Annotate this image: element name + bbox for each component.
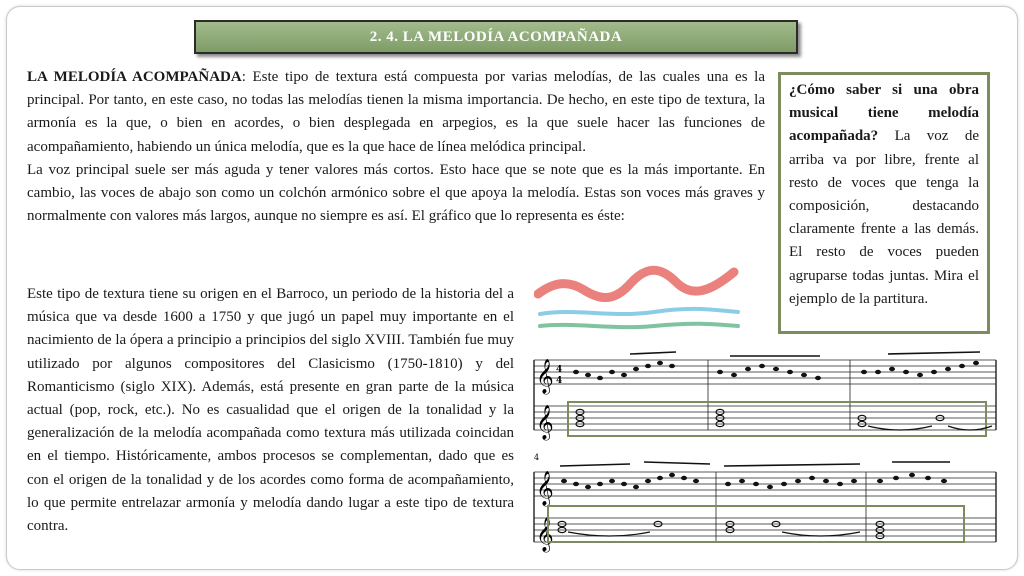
intro-paragraph-1 xyxy=(27,66,765,159)
history-text xyxy=(27,283,514,538)
question-box-text xyxy=(789,79,979,311)
system-2-beams xyxy=(560,462,950,466)
intro-text xyxy=(27,66,765,228)
time-signature-bottom: 4 xyxy=(556,376,563,386)
system-2-melody-notes xyxy=(561,473,947,489)
question-text: ¿Cómo saber si una obra musical tiene melodía acompañada? xyxy=(789,82,979,145)
system-1-melody-notes xyxy=(573,361,979,380)
melody-line xyxy=(538,270,734,297)
intro-paragraph-2: La voz principal suele ser más aguda y tener valores más cortos. Esto hace que se note que es la más importante. En cambio, las voces de abajo son como un colchón armónico sobre el que apoya la melodía. Estas son voces más graves y normalmente con valores más largos, aunque no siempre es así. El gráfico que lo representa es éste: xyxy=(27,161,765,225)
time-signature-top: 4 xyxy=(556,365,563,375)
history-paragraph: Este tipo de textura tiene su origen en el Barroco, un periodo de la historia del a música que va desde 1600 a 1750 y que jugó un papel muy importante en el nacimiento de la ópera a principio a principios del siglo XVIII. También fue muy utilizado por algunos compositores del Clasicismo (1750-1810) y del Romanticismo (siglo XIX). Además, está presente en gran parte de la música actual (pop, rock, etc.). No es casualidad que el origen de la tonalidad y la generalización de la melodía acompañada como textura más utilizada coincidan en el tiempo. Históricamente, ambos procesos se complementan, dado que es con el origen de la tonalidad y de los acordes como forma de acompañamiento, lo que permite entrelazar armonía y melodía dando lugar a este tipo de textura contra. xyxy=(27,286,514,535)
slide-title: 2. 4. LA MELODÍA ACOMPAÑADA xyxy=(369,28,623,45)
system-1-chords xyxy=(576,409,992,430)
accompaniment-box-1 xyxy=(568,402,986,436)
accompaniment-line-green xyxy=(540,324,738,327)
measure-number: 4 xyxy=(534,453,540,462)
treble-clef-icon: 𝄞 xyxy=(536,471,554,506)
intro-lead: LA MELODÍA ACOMPAÑADA xyxy=(27,69,242,85)
treble-clef-icon: 𝄞 xyxy=(536,517,554,552)
treble-clef-icon: 𝄞 xyxy=(536,405,554,440)
system-1-beams xyxy=(630,352,980,356)
system-1-staves xyxy=(534,360,996,430)
music-score xyxy=(520,350,1010,555)
accompaniment-line-blue xyxy=(540,309,738,314)
title-bar xyxy=(194,20,798,54)
treble-clef-icon: 𝄞 xyxy=(536,359,554,394)
answer-text: La voz de arriba va por libre, frente al resto de voces que tenga la composición, destacando claramente frente a las demás. El resto de voces pueden agruparse todas juntas. Mira el ejemplo de la partitura. xyxy=(789,128,979,307)
intro-lead-rest: : Este tipo de textura está compuesta por varias melodías, de las cuales una es la principal. Por tanto, en este caso, no todas las melodías tienen la misma importancia. De hecho, en este tipo de textura, la armonía es la que, o bien en acordes, o bien desplegada en arpegios, es la que suele hacer las funciones de acompañamiento, habiendo un única melodía, que es la que hace de línea melódica principal. xyxy=(27,69,765,155)
texture-graphic xyxy=(534,262,744,334)
question-box xyxy=(778,72,990,334)
